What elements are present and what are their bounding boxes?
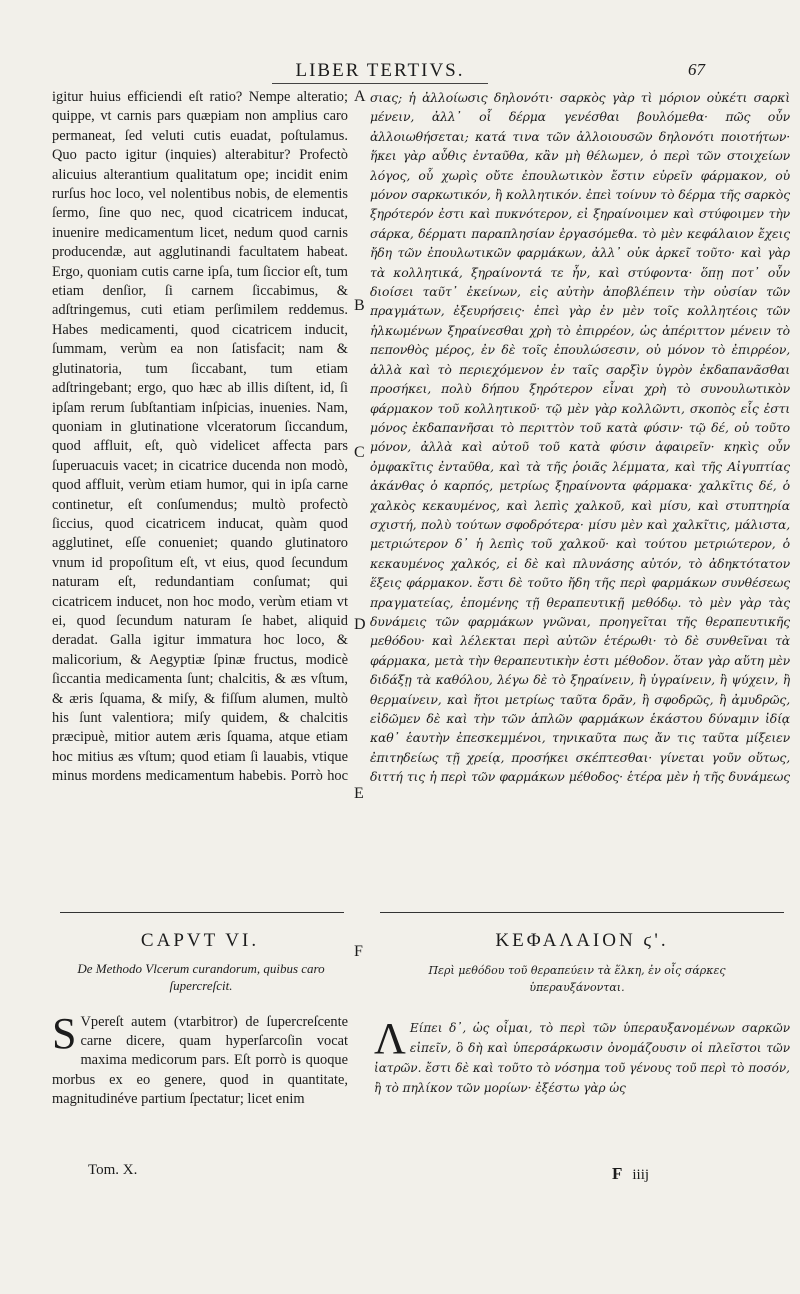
margin-marker-e: E bbox=[354, 785, 364, 802]
signature-number: iiij bbox=[632, 1167, 650, 1183]
caput-heading: CAPVT VI. bbox=[140, 930, 260, 951]
margin-marker-d: D bbox=[354, 616, 366, 633]
running-title: LIBER TERTIVS. bbox=[272, 60, 488, 84]
margin-marker-a: A bbox=[354, 88, 366, 105]
kephalaion-body-text: Είπει δ᾽, ὡς οἶμαι, τὸ περὶ τῶν ὑπεραυξανομένων σαρκῶν εἰπεῖν, ὃ δὴ καὶ ὑπερσάρκωσιν ὀνομάζουσιν οἱ πλεῖστοι τῶν ἰατρῶν. ἔστι δὲ καὶ τοῦτο τὸ νόσημα τοῦ γένους τοῦ περὶ τὸ ποσόν, ἢ τὸ πηλίκον τῶν μορίων· ἐξέστω γὰρ ὡς bbox=[374, 1021, 790, 1095]
greek-paragraph: σιας; ἡ ἀλλοίωσις δηλονότι· σαρκὸς γὰρ τὶ μόριον οὐκέτι σαρκὶ μένειν, ἀλλ᾽ οἷ δέρμα γενέσθαι βουλόμεθα· πῶς οὖν ἀλλοιωθήσεται; κατά τινα τῶν ἀλλοιουσῶν δηλονότι ποιοτήτων· ἥκει γὰρ αὖθις ἐνταῦθα, κἂν μὴ θέλωμεν, ὁ περὶ τῶν στοιχείων λόγος, οὗ χωρὶς οὔτε ἐπουλωτικὸν ἔστιν εὑρεῖν φάρμακον, οὐ μόνον σαρκωτικόν, ἢ κολλητικόν. ἐπεὶ τοίνυν τὸ δέρμα τῆς σαρκὸς ξηρότερόν ἐστι καὶ πυκνότερον, εἰ ξηραίνοιμεν καὶ στύφοιμεν τὴν σάρκα, δέρματι παραπλησίαν ἐργασόμεθα. τὸ μὲν κεφάλαιον ἔχεις ἤδη τῶν ἐπουλωτικῶν φαρμάκων, ἀλλ᾽ οὐκ ἀρκεῖ τοῦτο· καὶ γὰρ τὰ κολλητικά, ξηραίνοντά τε ἦν, καὶ στύφοντα· ὅπῃ ποτ᾽ οὖν διοίσει ταῦτ᾽ ἐκείνων, εἰς αὐτὴν ἀποβλέπειν τὴν οὐσίαν τῶν πραγμάτων, ἐξευρήσεις· ἐπεὶ γὰρ ἐν μὲν τοῖς κολλητέοις τῶν ἡλκωμένων ξηραίνεσθαι χρὴ τὸ ἐπιρρέον, ὡς ἀπέριττον μένειν τὸ πεπονθὸς μέρος, ἐν δὲ τοῖς ἐπουλώσεσιν, οὐ μόνον τὸ ἐπιρρέον, ἀλλὰ καὶ τὸ περιεχόμενον ἐν ταῖς σαρξὶν ὑγρὸν ἐκδαπανᾶσθαι προσήκει, πολὺ δήπου ξηρότερον εἶναι χρὴ τὸ συνουλωτικὸν φάρμακον τοῦ κολλητικοῦ· τῷ μὲν γὰρ κολλῶντι, σκοπὸς εἷς ἐστι μόνος ἐκδαπανῆσαι τὸ περιττὸν τοῦ κατὰ φύσιν· τῷ δέ, οὐ τοῦτο μόνον, ἀλλὰ καὶ αὐτοῦ τοῦ κατὰ φύσιν ἀφαιρεῖν· κηκὶς οὖν ὀμφακῖτις ἐνταῦθα, καὶ τὰ τῆς ῥοιᾶς λέμματα, καὶ τῆς Αἰγυπτίας ἀκάνθας ὁ καρπός, μετρίως ξηραίνοντα φάρμακα· χαλκῖτις δέ, ὁ χαλκὸς κεκαυμένος, καὶ λεπὶς χαλκοῦ, καὶ μίσυ, καὶ στυπτηρία σχιστή, πολὺ τούτων σφοδρότερα· μίσυ μὲν καὶ χαλκῖτις, μάλιστα, μετριώτερον δ᾽ ἡ λεπὶς τοῦ χαλκοῦ· καὶ τούτου μετριώτερον, ὁ κεκαυμένος χαλκός, εἰ δὲ καὶ πλυνάσης αὐτόν, τὸ ἀδηκτότατον ἕξεις φάρμακον. ἔστι δὲ τοῦτο ἤδη τῆς περὶ φαρμάκων συνθέσεως πραγματείας, ἑπομένης τῇ θεραπευτικῇ μεθόδῳ. τὸ μὲν γὰρ τὰς δυνάμεις τῶν φαρμάκων γνῶναι, προηγεῖται τῆς θεραπευτικῆς μεθόδου· καὶ λέλεκται περὶ αὐτῶν ἑτέρωθι· τὸ δὲ συνθεῖναι τὰ φάρμακα, μετὰ τὴν θεραπευτικὴν ἐστι μέθοδον. ὅταν γὰρ αὕτη μὲν διδάξῃ τὰ καθόλου, λέγω δὲ τὸ ξηραίνειν, ἢ ὑγραίνειν, ἢ ψύχειν, ἢ θερμαίνειν, καὶ ἤτοι μετρίως ταῦτα δρᾶν, ἢ σφοδρῶς, ἢ ἀμυδρῶς, εἰδῶμεν δὲ καὶ τὴν τῶν ἁπλῶν φαρμάκων ἑκάστου δύναμιν ἰδίᾳ καθ᾽ ἑαυτὴν ἐπεσκεμμένοι, τηνικαῦτα πως ἄν τις ταῦτα μίξειεν ἐπιτηδείως τῇ χρείᾳ, προσήκει σκέπτεσθαι· γίνεται γοῦν οὕτως, διττή τις ἡ περὶ τῶν φαρμάκων μέθοδος· ἑτέρα μὲν ἡ τῆς δυνάμεως bbox=[370, 90, 790, 785]
latin-paragraph: igitur huius efficiendi eſt ratio? Nempe alteratio; quippe, vt carnis pars quæpiam non amplius caro permaneat, ſed veluti cutis euadat, poſtulamus. Quo pacto igitur (inquies) alterabitur? Profectò alicuius alterantium qualitatum ope; incidit enim rurſus hoc loco, vel nolentibus nobis, de elementis ſermo, ſine quo nec, quod cicatricem inducat, inuenire medicamentum licet, nedum quod carnis producendæ, aut agglutinandi facultatem habeat. Ergo, quoniam cutis carne ipſa, tum ſiccior eſt, tum etiam denſior, ſi carnem ſiccabimus, & adſtringemus, cuti etiam perſimilem reddemus. Habes medicamenti, quod cicatricem inducit, ſummam, verùm ea non ſatisfacit; nam & glutinatoria, tum ſiccabant, tum etiam adſtringebant; ergo, quo hæc ab illis diſtent, id, ſi ipſam rerum ſubſtantiam inſpicias, inuenies. Nam, quoniam in glutinatione vlceratorum ſiccandum, quod affluit, eſt, quò videlicet affecta pars ſuperuacuis vacet; in cicatrice ducenda non modò, quod affluit, verùm etiam humor, qui in ipſa carne continetur, eſt conſumendus; multò profectò ſiccius, quod cicatricem inducat, quàm quod agglutinet, eſſe conueniet; quando glutinatoro vnum id propoſitum eſt, vt eius, quod ſecundum naturam eſt, redundantiam conſumat; qui cicatricem inducet, non hoc modo, verùm etiam vt ei, quod ſecundum naturam ſe habet, aliquid deradat. Galla igitur immatura hoc loco, & malicorium, & Aegyptiæ ſpinæ fructus, modicè ſiccantia medicamenta ſunt; chalcitis, & æs vſtum, & æris ſquama, & miſy, & fiſſum alumen, multò his ſunt valentiora; miſy quidem, & chalcitis præcipuè, mitior autem æris ſquama, atque etiam hoc mitius æs vſtum; quod etiam ſi lauabis, vtique minus mordens medicamentum habebis. Porrò hoc bbox=[52, 89, 348, 785]
gathering-signature bbox=[612, 1164, 649, 1184]
kephalaion-divider-rule bbox=[380, 912, 784, 913]
latin-text-column bbox=[52, 88, 348, 788]
volume-signature: Tom. X. bbox=[88, 1162, 138, 1178]
greek-text-column bbox=[370, 88, 790, 788]
drop-cap-initial: S bbox=[52, 1009, 77, 1058]
margin-marker-f: F bbox=[354, 943, 363, 960]
margin-marker-c: C bbox=[354, 444, 365, 461]
page-number: 67 bbox=[688, 60, 705, 79]
greek-drop-cap-initial: Λ bbox=[374, 1014, 406, 1063]
kephalaion-heading: ΚΕΦΑΛΑΙΟΝ ϛ'. bbox=[495, 930, 669, 951]
caput-divider-rule bbox=[60, 912, 344, 913]
caput-body-text: Vpereſt autem (vtarbitror) de ſupercreſcente carne dicere, quam hyperſarcoſin vocat maxima medicorum pars. Eſt porrò is quoque morbus ex eo genere, quod in quantitate, magnitudinéve partium ſpectatur; licet enim bbox=[52, 1014, 348, 1107]
margin-marker-b: B bbox=[354, 297, 365, 314]
kephalaion-body bbox=[374, 1014, 790, 1098]
caput-body bbox=[52, 1009, 348, 1109]
kephalaion-subheading: Περὶ μεθόδου τοῦ θεραπεύειν τὰ ἕλκη, ἐν οἷς σάρκες ὑπεραυξάνονται. bbox=[428, 964, 726, 994]
signature-letter: F bbox=[612, 1164, 623, 1183]
caput-subheading: De Methodo Vlcerum curandorum, quibus caro ſupercreſcit. bbox=[77, 961, 325, 993]
